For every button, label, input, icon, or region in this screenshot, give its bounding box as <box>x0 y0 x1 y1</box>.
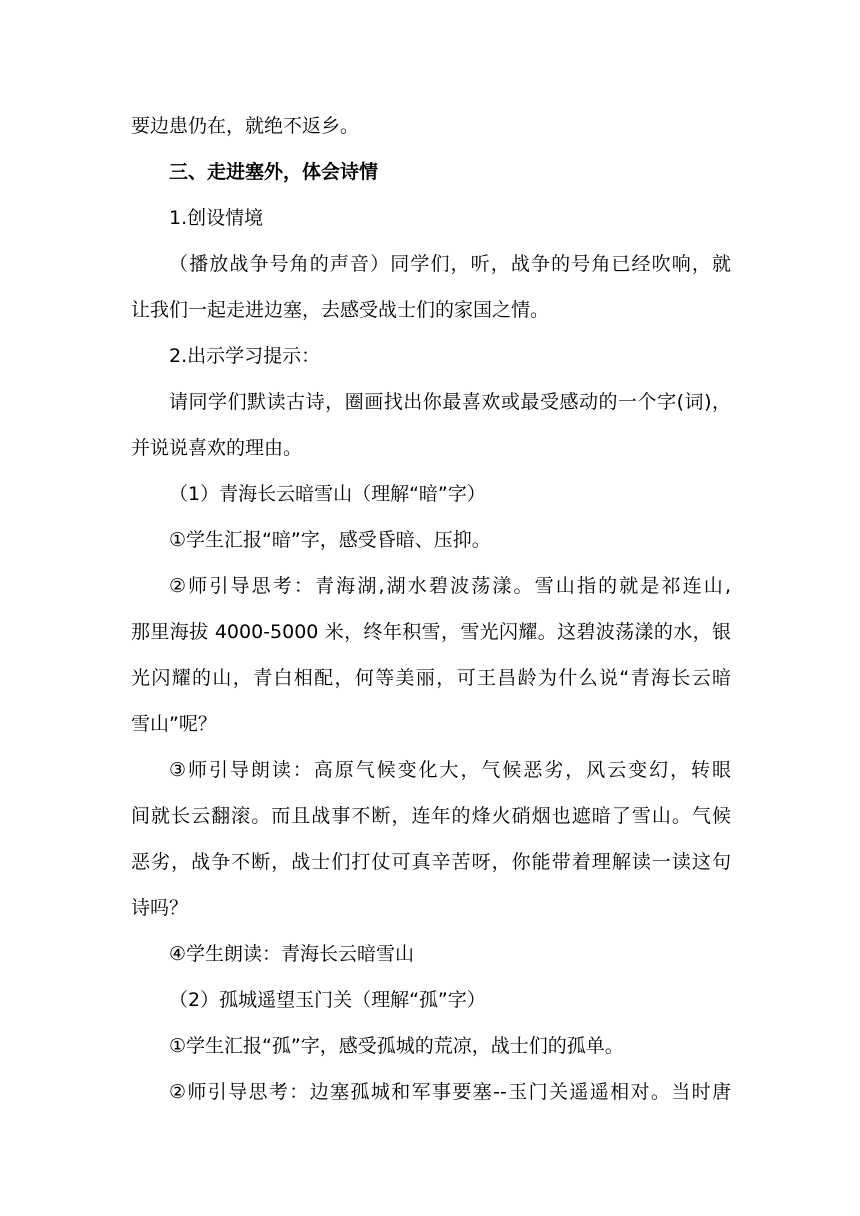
paragraph-line: 让我们一起走进边塞，去感受战士们的家国之情。 <box>131 299 550 321</box>
paragraph-line: 诗吗？ <box>131 897 189 919</box>
section-heading: 三、走进塞外，体会诗情 <box>169 161 379 183</box>
sub-heading: （2）孤城遥望玉门关（理解“孤”字） <box>169 989 486 1011</box>
sub-heading: （1）青海长云暗雪山（理解“暗”字） <box>169 483 486 505</box>
list-item: ①学生汇报“孤”字，感受孤城的荒凉，战士们的孤单。 <box>169 1035 624 1057</box>
list-item: ①学生汇报“暗”字，感受昏暗、压抑。 <box>169 529 491 551</box>
paragraph-line: 恶劣，战争不断，战士们打仗可真辛苦呀，你能带着理解读一读这句 <box>131 851 731 873</box>
paragraph-line: 要边患仍在，就绝不返乡。 <box>131 115 360 137</box>
list-item: ③师引导朗读：高原气候变化大，气候恶劣，风云变幻，转眼 <box>169 759 731 781</box>
list-item: ④学生朗读：青海长云暗雪山 <box>169 943 415 965</box>
paragraph-line: （播放战争号角的声音）同学们，听，战争的号角已经吹响，就 <box>169 253 731 275</box>
list-item: ②师引导思考：边塞孤城和军事要塞--玉门关遥遥相对。当时唐 <box>169 1081 731 1103</box>
paragraph-line: 雪山”呢？ <box>131 713 217 735</box>
step-heading: 2.出示学习提示： <box>169 345 321 367</box>
step-heading: 1.创设情境 <box>169 207 264 229</box>
paragraph-line: 请同学们默读古诗，圈画找出你最喜欢或最受感动的一个字(词)， <box>169 391 731 413</box>
list-item: ②师引导思考：青海湖,湖水碧波荡漾。雪山指的就是祁连山, <box>169 575 731 597</box>
paragraph-line: 并说说喜欢的理由。 <box>131 437 303 459</box>
paragraph-line: 间就长云翻滚。而且战事不断，连年的烽火硝烟也遮暗了雪山。气候 <box>131 805 731 827</box>
paragraph-line: 光闪耀的山，青白相配，何等美丽，可王昌龄为什么说“青海长云暗 <box>131 667 731 689</box>
paragraph-line: 那里海拔 4000-5000 米，终年积雪，雪光闪耀。这碧波荡漾的水，银 <box>131 621 731 643</box>
